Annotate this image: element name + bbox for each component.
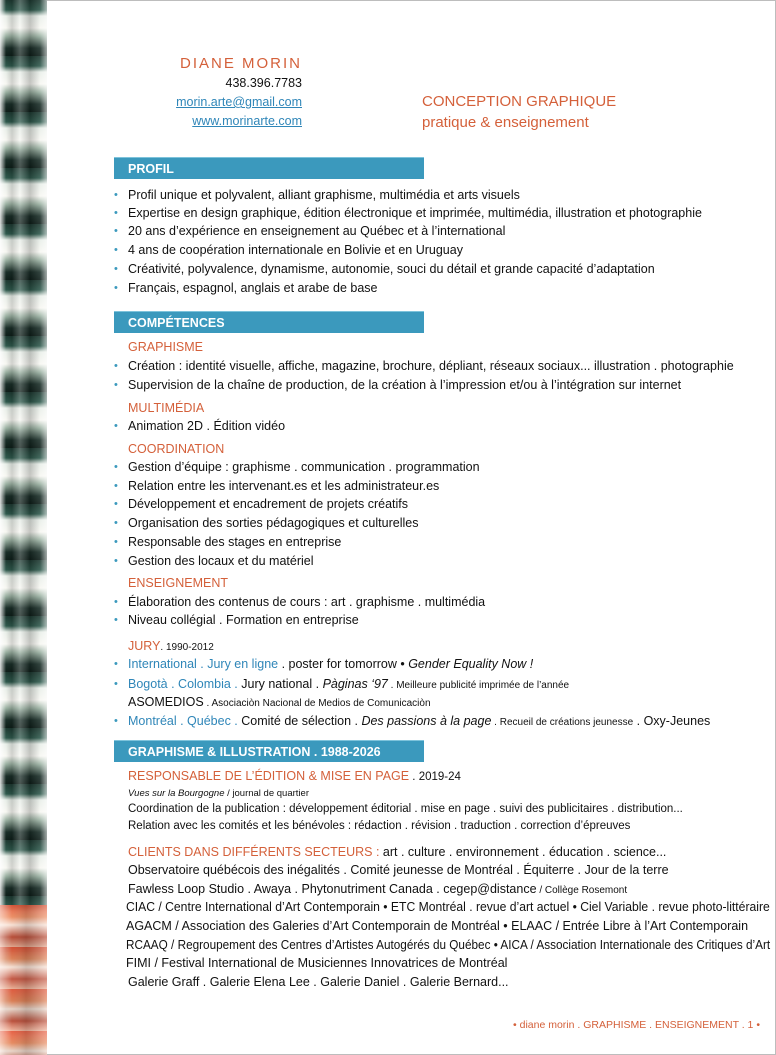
list-item-text: Animation 2D . Édition vidéo (128, 419, 286, 433)
list-item-text: Français, espagnol, anglais et arabe de base (128, 281, 378, 295)
decorative-photo-strip-bottom (0, 905, 47, 1055)
list-item (114, 554, 314, 568)
jury-place: Bogotà . Colombia . (128, 677, 238, 691)
list-item (114, 359, 734, 373)
list-item (114, 714, 710, 728)
section-header-graphisme-illustration: GRAPHISME & ILLUSTRATION . 1988-2026 (114, 740, 424, 762)
clients-line: Observatoire québécois des inégalités . Comité jeunesse de Montréal . Équiterre . Jour de la terre (128, 863, 669, 877)
bullet-icon: • (114, 244, 118, 256)
list-item-text: Gestion des locaux et du matériel (128, 554, 314, 568)
bullet-icon: • (114, 536, 118, 548)
bullet-icon: • (114, 614, 118, 626)
subsection-enseignement: ENSEIGNEMENT (128, 576, 229, 590)
list-item (114, 479, 439, 493)
list-item (114, 419, 285, 433)
list-item (114, 243, 463, 257)
bullet-icon: • (114, 517, 118, 529)
bullet-icon: • (114, 360, 118, 372)
clients-sectors: art . culture . environnement . éducation . science... (379, 845, 667, 859)
clients-line: AGACM / Association des Galeries d’Art Contemporain de Montréal • ELAAC / Entrée Libre à l’Art Contemporain (126, 919, 749, 933)
bullet-icon: • (114, 207, 118, 219)
subsection-multimedia: MULTIMÉDIA (128, 401, 205, 415)
list-item-text: Expertise en design graphique, édition électronique et imprimée, multimédia, illustration et photographie (128, 206, 702, 220)
subsection-jury (128, 639, 214, 653)
list-item-text: Relation entre les intervenant.es et les administrateur.es (128, 479, 440, 493)
responsable-line: Coordination de la publication : développement éditorial . mise en page . suivi des publicitaires . distribution... (128, 803, 683, 815)
list-item-text: Responsable des stages en entreprise (128, 535, 342, 549)
list-item-text: 20 ans d’expérience en enseignement au Québec et à l’international (128, 224, 506, 238)
jury-org-note: . Asociaciòn Nacional de Medios de Comunicaciòn (203, 698, 431, 709)
jury-org: ASOMEDIOS (128, 695, 204, 709)
list-item-continuation (128, 695, 431, 709)
list-item-text: Gestion d’équipe : graphisme . communication . programmation (128, 460, 480, 474)
jury-note: . Recueil de créations jeunesse (491, 717, 634, 728)
resume-name: DIANE MORIN (179, 55, 302, 72)
list-item (114, 535, 341, 549)
list-item-text: Supervision de la chaîne de production, de la création à l’impression et/ou à l’intégration sur internet (128, 378, 682, 392)
email-link[interactable]: morin.arte@gmail.com (176, 95, 302, 109)
list-item-text: Profil unique et polyvalent, alliant graphisme, multimédia et arts visuels (128, 188, 520, 202)
jury-label: JURY (128, 639, 161, 653)
bullet-icon: • (114, 480, 118, 492)
list-item (114, 188, 520, 202)
bullet-icon: • (114, 379, 118, 391)
list-item (114, 677, 569, 691)
list-item (114, 657, 533, 671)
clients-line (128, 882, 627, 896)
section-header-competences: COMPÉTENCES (114, 311, 424, 333)
bullet-icon: • (114, 225, 118, 237)
list-item (114, 595, 485, 609)
clients-line: CIAC / Centre International d’Art Contemporain • ETC Montréal . revue d’art actuel • Ciel Variable . revue photo-littéraire (126, 900, 770, 914)
list-item (114, 497, 408, 511)
phone-number: 438.396.7783 (225, 76, 302, 90)
bullet-icon: • (114, 658, 118, 670)
bullet-icon: • (114, 189, 118, 201)
jury-years: . 1990-2012 (160, 642, 214, 653)
page-footer: • diane morin . GRAPHISME . ENSEIGNEMENT . 1 • (513, 1019, 760, 1031)
bullet-icon: • (114, 715, 118, 727)
bullet-icon: • (114, 461, 118, 473)
list-item (114, 281, 377, 295)
list-item-text: Créativité, polyvalence, dynamisme, autonomie, souci du détail et grande capacité d’adaptation (128, 262, 655, 276)
publication-type: / journal de quartier (224, 788, 309, 799)
subsection-graphisme: GRAPHISME (128, 340, 204, 354)
responsable-label: RESPONSABLE DE L’ÉDITION & MISE EN PAGE (128, 769, 410, 783)
list-item (114, 613, 359, 627)
responsable-years: . 2019-24 (409, 771, 461, 783)
list-item-text: Organisation des sorties pédagogiques et culturelles (128, 516, 419, 530)
jury-place: International . Jury en ligne (128, 657, 279, 671)
jury-italic: Des passions à la page (361, 714, 492, 728)
list-item-text: Niveau collégial . Formation en entreprise (128, 613, 359, 627)
subsection-coordination: COORDINATION (128, 442, 225, 456)
clients-line: RCAAQ / Regroupement des Centres d’Artistes Autogérés du Québec • AICA / Association Internationale des Critiques d’Art (126, 938, 771, 952)
website-link[interactable]: www.morinarte.com (192, 114, 302, 128)
list-item (114, 460, 480, 474)
jury-text: Jury national . (237, 677, 323, 691)
list-item-text: Développement et encadrement de projets créatifs (128, 497, 409, 511)
clients-line-text: Fawless Loop Studio . Awaya . Phytonutriment Canada . cegep@distance (128, 882, 537, 896)
jury-italic: Gender Equality Now ! (408, 657, 534, 671)
jury-end: . Oxy-Jeunes (633, 714, 711, 728)
bullet-icon: • (114, 263, 118, 275)
list-item-text: Élaboration des contenus de cours : art . graphisme . multimédia (128, 595, 486, 609)
bullet-icon: • (114, 282, 118, 294)
jury-note: . Meilleure publicité imprimée de l’année (387, 680, 570, 691)
list-item (114, 516, 418, 530)
clients-heading (128, 845, 666, 859)
jury-text: . poster for tomorrow • (278, 657, 409, 671)
list-item-text: 4 ans de coopération internationale en Bolivie et en Uruguay (128, 243, 463, 257)
clients-line: FIMI / Festival International de Musiciennes Innovatrices de Montréal (126, 956, 508, 970)
jury-text: Comité de sélection . (237, 714, 362, 728)
bullet-icon: • (114, 420, 118, 432)
list-item-text: Création : identité visuelle, affiche, magazine, brochure, dépliant, réseaux sociaux... illustration . photographie (128, 359, 734, 373)
list-item (114, 224, 505, 238)
tagline-subtitle: pratique & enseignement (422, 114, 589, 131)
list-item (114, 262, 655, 276)
tagline-title: CONCEPTION GRAPHIQUE (422, 93, 617, 110)
list-item (114, 206, 702, 220)
bullet-icon: • (114, 596, 118, 608)
bullet-icon: • (114, 678, 118, 690)
bullet-icon: • (114, 498, 118, 510)
clients-line: Galerie Graff . Galerie Elena Lee . Galerie Daniel . Galerie Bernard... (128, 975, 509, 989)
clients-label: CLIENTS DANS DIFFÉRENTS SECTEURS : (128, 845, 380, 859)
publication-line (128, 788, 309, 799)
bullet-icon: • (114, 555, 118, 567)
publication-name: Vues sur la Bourgogne (128, 788, 225, 799)
clients-line-note: / Collège Rosemont (536, 885, 628, 896)
jury-place: Montréal . Québec . (128, 714, 238, 728)
decorative-photo-strip (0, 0, 47, 1055)
subsection-responsable (128, 769, 461, 783)
section-header-profil: PROFIL (114, 157, 424, 179)
list-item (114, 378, 681, 392)
responsable-line: Relation avec les comités et les bénévoles : rédaction . révision . traduction . correction d’épreuves (128, 820, 631, 832)
jury-italic: Pàginas ‘97 (322, 677, 388, 691)
